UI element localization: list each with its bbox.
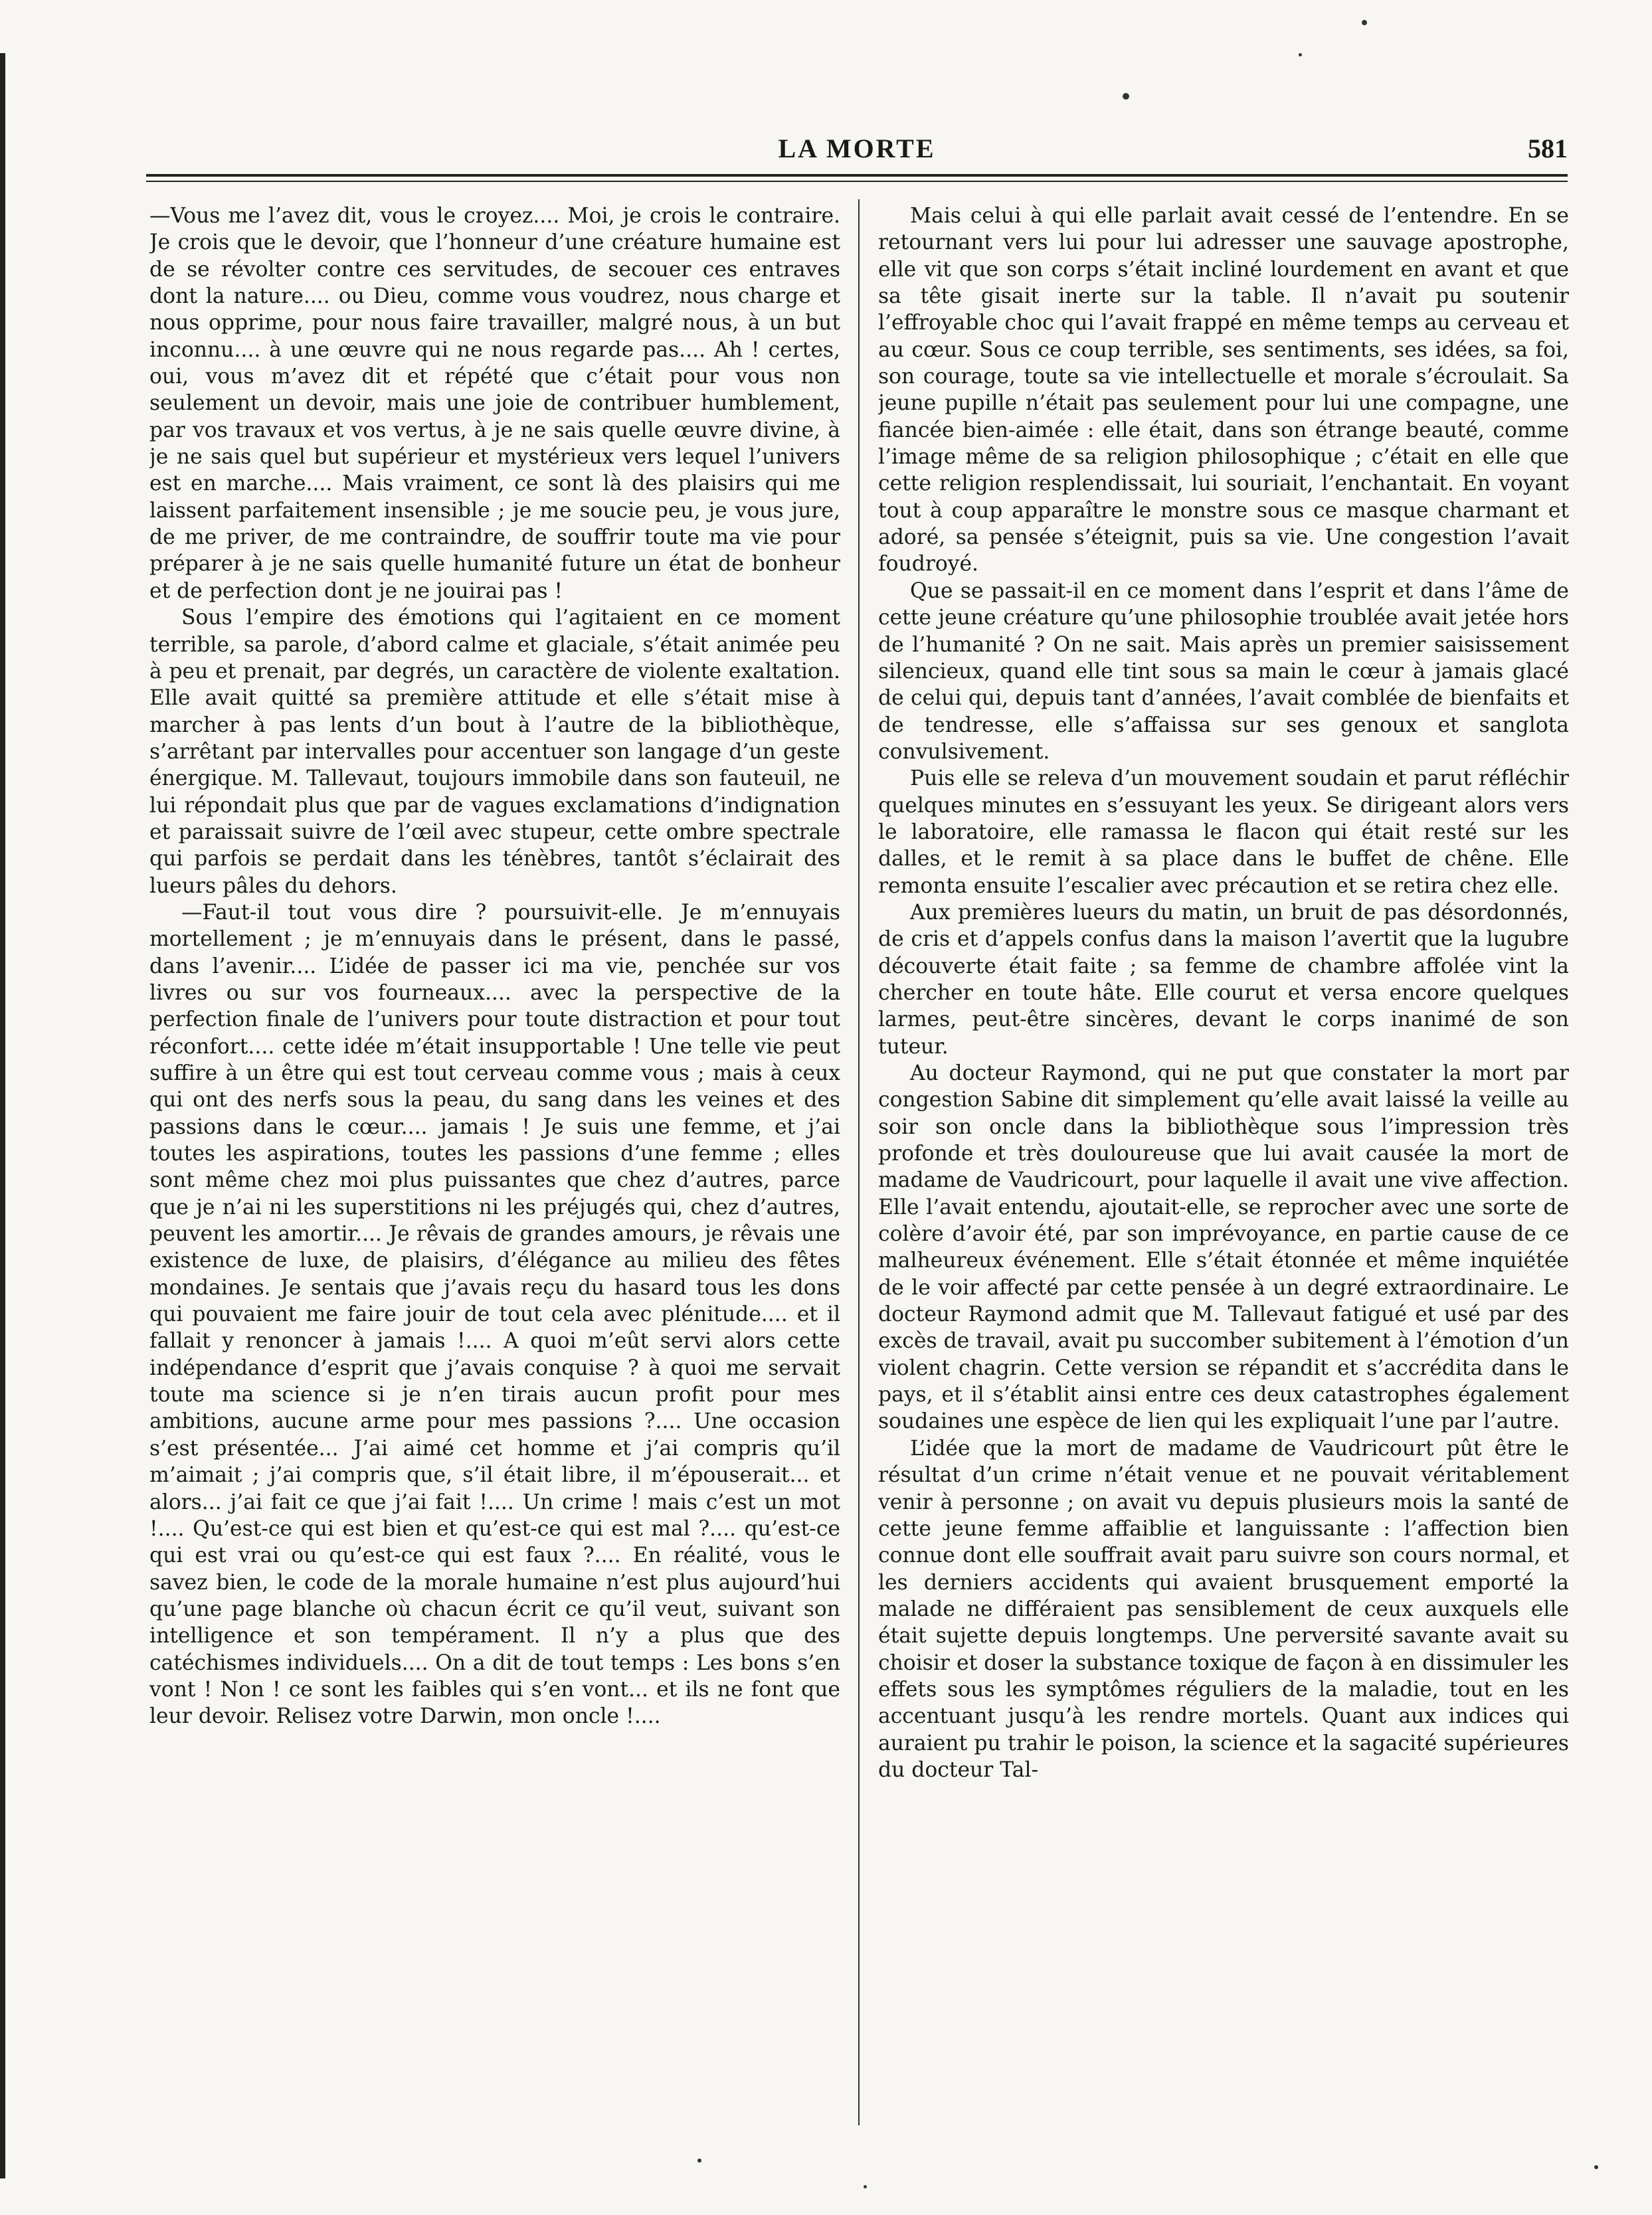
running-header	[146, 133, 1568, 173]
paragraph: Aux premières lueurs du matin, un bruit de pas désordonnés, de cris et d’appels confus dans la maison l’avertit que la lugubre découverte était faite ; sa femme de chambre affolée vint la chercher en toute hâte. Elle courut et versa encore quelques larmes, peut-être sincères, devant le corps inanimé de son tuteur.	[878, 900, 1569, 1059]
print-speck	[1123, 93, 1129, 100]
header-rule-thick	[146, 174, 1568, 177]
paragraph: —Vous me l’avez dit, vous le croyez.... Moi, je crois le contraire. Je crois que le devoir, que l’honneur d’une créature humaine est de se révolter contre ces servitudes, de secouer ces entraves dont la nature.... ou Dieu, comme vous voudrez, nous charge et nous opprime, pour nous faire travailler, malgré nous, à un but inconnu.... à une œuvre qui ne nous regarde pas.... Ah ! certes, oui, vous m’avez dit et répété que c’était pour vous non seulement un devoir, mais une joie de contribuer humblement, par vos travaux et vos vertus, à je ne sais quelle œuvre divine, à je ne sais quel but supérieur et mystérieux vers lequel l’univers est en marche.... Mais vraiment, ce sont là des plaisirs qui me laissent parfaitement insensible ; je me soucie peu, je vous jure, de me priver, de me contraindre, de souffrir toute ma vie pour préparer à je ne sais quelle humanité future un état de bonheur et de perfection dont je ne jouirai pas !	[149, 204, 840, 603]
print-speck	[1594, 2165, 1598, 2169]
page-spine-edge	[0, 53, 5, 2178]
left-column	[149, 203, 840, 2135]
column-divider	[858, 199, 860, 2125]
print-speck	[697, 2159, 701, 2163]
paragraph: L’idée que la mort de madame de Vaudricourt pût être le résultat d’un crime n’était venue et ne pouvait véritablement venir à personne ; on avait vu depuis plusieurs mois la santé de cette jeune femme affaiblie et languissante : l’affection bien connue dont elle souffrait avait paru suivre son cours normal, et les derniers accidents qui avaient brusquement emporté la malade ne différaient pas sensiblement de ceux auxquels elle était sujette depuis longtemps. Une perversité savante avait su choisir et doser la substance toxique de façon à en dissimuler les effets sous les symptômes réguliers de la maladie, tout en les accentuant jusqu’à les rendre mortels. Quant aux indices qui auraient pu trahir le poison, la science et la sagacité supérieures du docteur Tal-	[878, 1436, 1569, 1782]
paragraph: Mais celui à qui elle parlait avait cessé de l’entendre. En se retournant vers lui pour lui adresser une sauvage apostrophe, elle vit que son corps s’était incliné lourdement en avant et que sa tête gisait inerte sur la table. Il n’avait pu soutenir l’effroyable choc qui l’avait frappé en même temps au cerveau et au cœur. Sous ce coup terrible, ses sentiments, ses idées, sa foi, son courage, toute sa vie intellectuelle et morale s’écroulait. Sa jeune pupille n’était pas seulement pour lui une compagne, une fiancée bien-aimée : elle était, dans son étrange beauté, comme l’image même de sa religion philosophique ; c’était en elle que cette religion resplendissait, lui souriait, l’enchantait. En voyant tout à coup apparaître le monstre sous ce masque charmant et adoré, sa pensée s’éteignit, puis sa vie. Une congestion l’avait foudroyé.	[878, 204, 1569, 576]
print-speck	[1299, 53, 1302, 56]
print-speck	[1362, 20, 1367, 25]
paragraph: Que se passait-il en ce moment dans l’esprit et dans l’âme de cette jeune créature qu’une philosophie troublée avait jetée hors de l’humanité ? On ne sait. Mais après un premier saisissement silencieux, quand elle tint sous sa main le cœur à jamais glacé de celui qui, depuis tant d’années, l’avait comblée de bienfaits et de tendresse, elle s’affaissa sur ses genoux et sanglota convulsivement.	[878, 578, 1569, 764]
paragraph: —Faut-il tout vous dire ? poursuivit-elle. Je m’ennuyais mortellement ; je m’ennuyais dans le présent, dans le passé, dans l’avenir.... L’idée de passer ici ma vie, penchée sur vos livres ou sur vos fourneaux.... avec la perspective de la perfection finale de l’univers pour toute distraction et pour tout réconfort.... cette idée m’était insupportable ! Une telle vie peut suffire à un être qui est tout cerveau comme vous ; mais à ceux qui ont des nerfs sous la peau, du sang dans les veines et des passions dans le cœur.... jamais ! Je suis une femme, et j’ai toutes les aspirations, toutes les passions d’une femme ; elles sont même chez moi plus puissantes que chez d’autres, parce que je n’ai ni les superstitions ni les préjugés qui, chez d’autres, peuvent les amortir.... Je rêvais de grandes amours, je rêvais une existence de luxe, de plaisirs, d’élégance au milieu des fêtes mondaines. Je sentais que j’avais reçu du hasard tous les dons qui pouvaient me faire jouir de tout cela avec plénitude.... et il fallait y renoncer à jamais !.... A quoi m’eût servi alors cette indépendance d’esprit que j’avais conquise ? à quoi me servait toute ma science si je n’en tirais aucun profit pour mes ambitions, aucune arme pour mes passions ?.... Une occasion s’est présentée... J’ai aimé cet homme et j’ai compris qu’il m’aimait ; j’ai compris que, s’il était libre, il m’épouserait... et alors... j’ai fait ce que j’ai fait !.... Un crime ! mais c’est un mot !.... Qu’est-ce qui est bien et qu’est-ce qui est mal ?.... qu’est-ce qui est vrai ou qu’est-ce qui est faux ?.... En réalité, vous le savez bien, le code de la morale humaine n’est plus aujourd’hui qu’une page blanche où chacun écrit ce qu’il veut, suivant son intelligence et son tempérament. Il n’y a plus que des catéchismes individuels.... On a dit de tout temps : Les bons s’en vont ! Non ! ce sont les faibles qui s’en vont... et ils ne font que leur devoir. Relisez votre Darwin, mon oncle !....	[149, 900, 840, 1729]
right-column	[878, 203, 1569, 2135]
page-number: 581	[1528, 133, 1568, 163]
running-title: LA MORTE	[778, 133, 936, 163]
print-speck	[864, 2185, 867, 2188]
paragraph: Puis elle se releva d’un mouvement soudain et parut réfléchir quelques minutes en s’essuyant les yeux. Se dirigeant alors vers le laboratoire, elle ramassa le flacon qui était resté sur les dalles, et le remit à sa place dans le buffet de chêne. Elle remonta ensuite l’escalier avec précaution et se retira chez elle.	[878, 766, 1569, 898]
paragraph: Au docteur Raymond, qui ne put que constater la mort par congestion Sabine dit simplement qu’elle avait laissé la veille au soir son oncle dans la bibliothèque sous l’impression très profonde et très douloureuse que lui avait causée la mort de madame de Vaudricourt, pour laquelle il avait une vive affection. Elle l’avait entendu, ajoutait-elle, se reprocher avec une sorte de colère d’avoir été, par son imprévoyance, en partie cause de ce malheureux événement. Elle s’était étonnée et même inquiétée de le voir affecté par cette pensée à un degré extraordinaire. Le docteur Raymond admit que M. Tallevaut fatigué et usé par des excès de travail, avait pu succomber subitement à l’émotion d’un violent chagrin. Cette version se répandit et s’accrédita dans le pays, et il s’établit ainsi entre ces deux catastrophes également soudaines une espèce de lien qui les expliquait l’une par l’autre.	[878, 1061, 1569, 1434]
paragraph: Sous l’empire des émotions qui l’agitaient en ce moment terrible, sa parole, d’abord calme et glaciale, s’était animée peu à peu et prenait, par degrés, un caractère de violente exaltation. Elle avait quitté sa première attitude et elle s’était mise à marcher à pas lents d’un bout à l’autre de la bibliothèque, s’arrêtant par intervalles pour accentuer son langage d’un geste énergique. M. Tallevaut, toujours immobile dans son fauteuil, ne lui répondait plus que par de vagues exclamations d’indignation et paraissait suivre de l’œil avec stupeur, cette ombre spectrale qui parfois se perdait dans les ténèbres, tantôt s’éclairait des lueurs pâles du dehors.	[149, 606, 840, 898]
header-rule-thin	[146, 181, 1568, 182]
